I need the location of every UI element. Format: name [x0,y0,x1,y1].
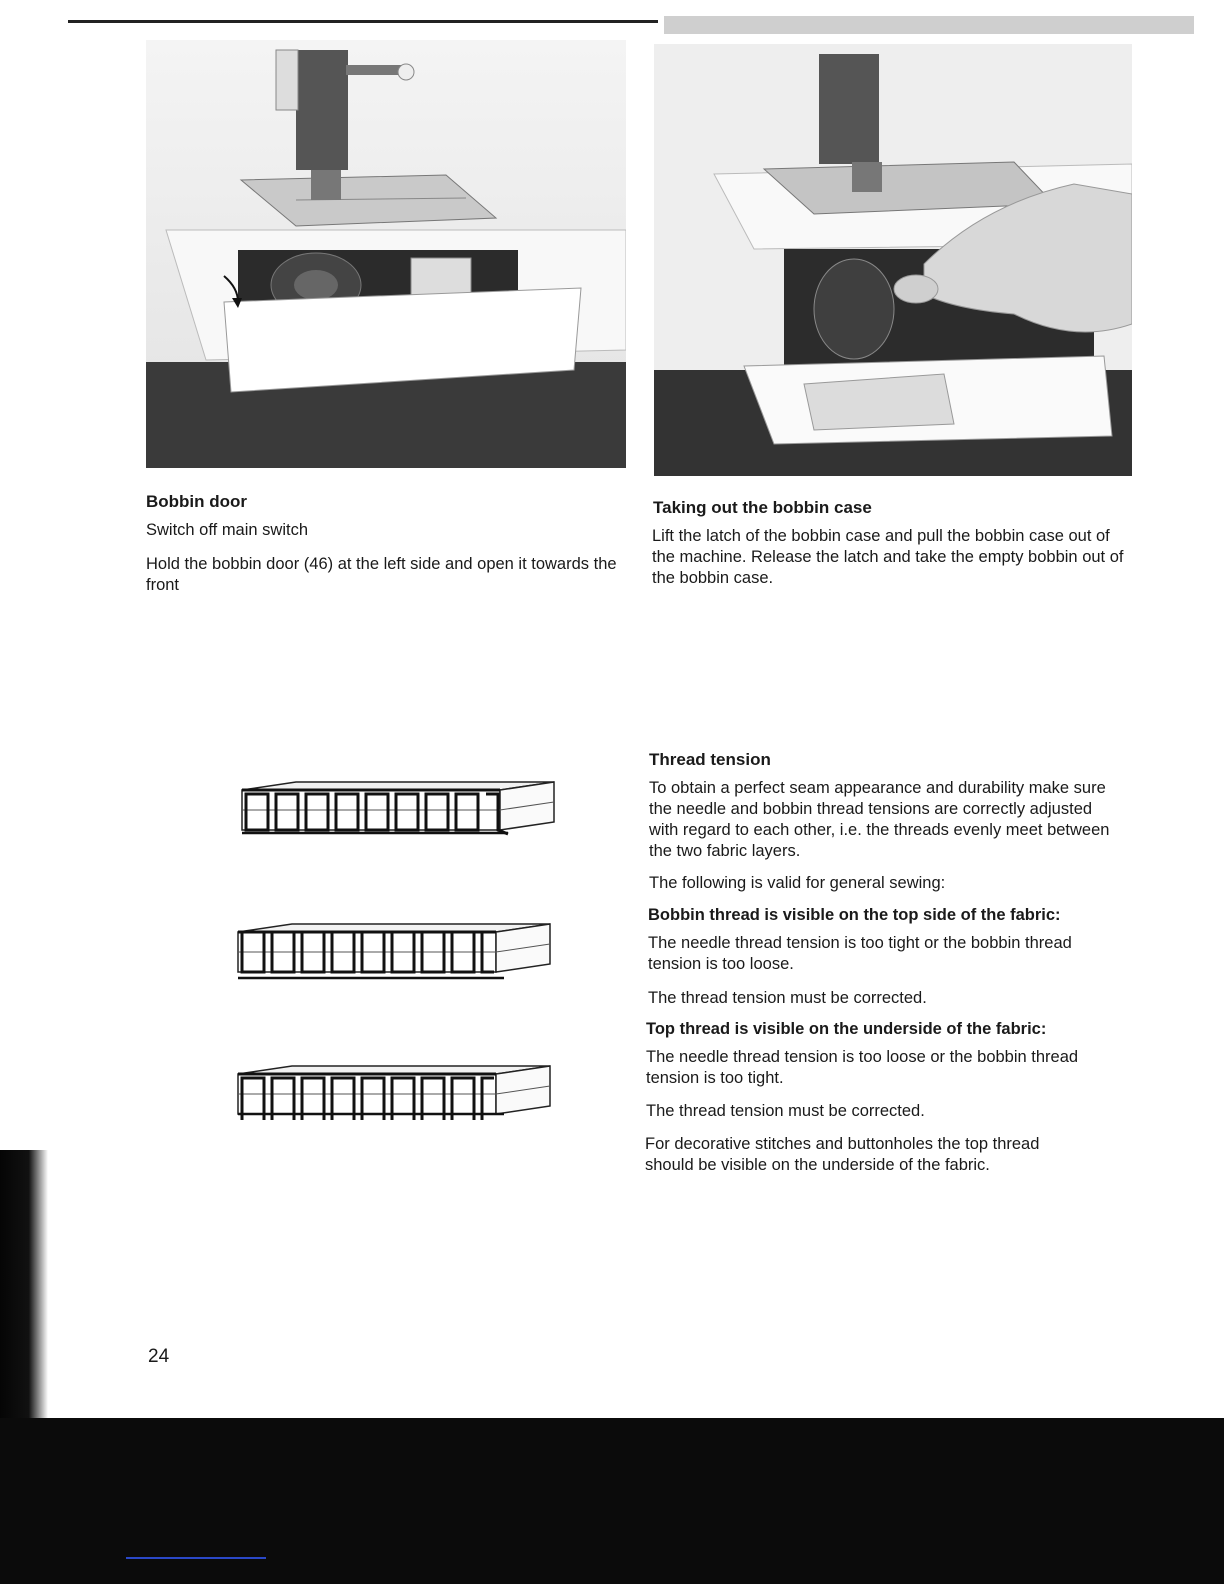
top-visible-text: The needle thread tension is too loose or the bobbin thread tension is too tight. [646,1048,1079,1087]
scan-blue-line [126,1557,266,1559]
decorative-stitches-note: For decorative stitches and buttonholes the top thread should be visible on the underside of the fabric. [645,1135,1040,1174]
top-visible-note: The thread tension must be corrected. [646,1102,925,1120]
bobbin-door-step-2: Hold the bobbin door (46) at the left side and open it towards the front [146,555,617,594]
scan-bottom-border [0,1418,1224,1584]
bobbin-visible-text: The needle thread tension is too tight or the bobbin thread tension is too loose. [648,934,1072,973]
bobbin-door-heading: Bobbin door [146,492,248,511]
bobbin-case-instructions: Lift the latch of the bobbin case and pull the bobbin case out of the machine. Release the latch and take the empty bobbin out of the bobbin case. [652,527,1124,587]
bobbin-case-heading: Taking out the bobbin case [653,498,872,517]
top-scan-band [664,16,1194,34]
stitch-diagram-bobbin-on-top [232,920,556,986]
stitch-diagram-top-on-bottom [232,1062,556,1128]
bobbin-visible-heading: Bobbin thread is visible on the top side of the fabric: [648,906,1061,924]
top-rule [68,20,658,23]
bobbin-door-step-1: Switch off main switch [146,521,309,539]
top-visible-heading: Top thread is visible on the underside of the fabric: [646,1020,1047,1038]
bobbin-door-photo [146,40,626,468]
bobbin-visible-note: The thread tension must be corrected. [648,989,927,1007]
scan-left-shadow [0,1150,48,1420]
page-number: 24 [148,1346,170,1367]
stitch-diagram-balanced [236,778,560,844]
thread-tension-intro-1: To obtain a perfect seam appearance and durability make sure the needle and bobbin thread tensions are correctly adjusted with regard to each other, i.e. the threads evenly meet between the two fabric layers. [649,779,1110,860]
thread-tension-intro-2: The following is valid for general sewing: [649,874,946,892]
thread-tension-heading: Thread tension [649,750,771,769]
bobbin-case-photo [654,44,1132,476]
